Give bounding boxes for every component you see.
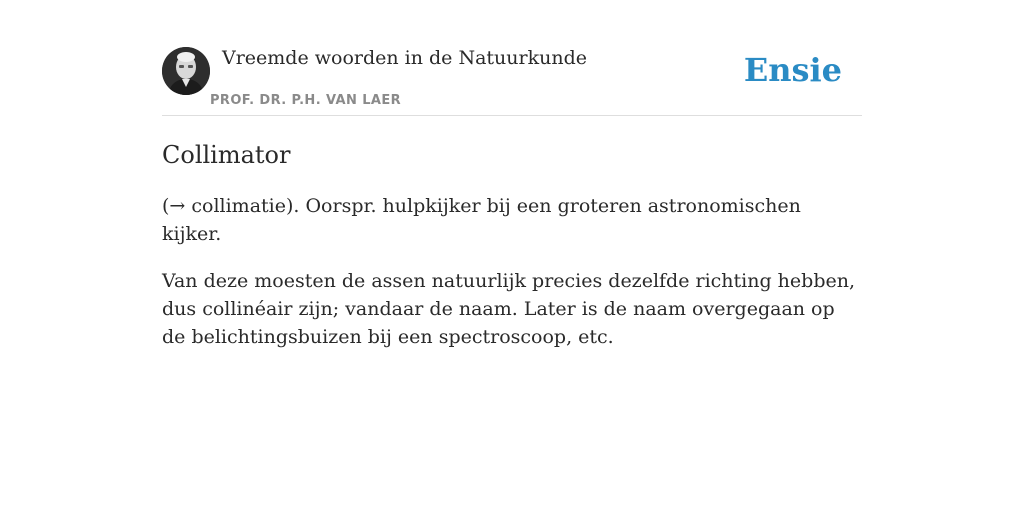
page-header [162, 0, 862, 116]
book-title[interactable]: Vreemde woorden in de Natuurkunde [222, 47, 587, 69]
author-avatar[interactable] [162, 47, 210, 95]
page-container [162, 0, 862, 348]
author-portrait-icon [162, 47, 210, 95]
author-name[interactable]: PROF. DR. P.H. VAN LAER [210, 93, 402, 108]
entry-body [162, 192, 862, 370]
entry-title: Collimator [162, 141, 291, 169]
brand-logo[interactable]: Ensie [743, 51, 842, 89]
entry-paragraph: (→ collimatie). Oorspr. hulpkijker bij een groteren astronomischen kijker. [162, 195, 801, 245]
entry-paragraph: Van deze moesten de assen natuurlijk precies dezelfde richting hebben, dus collinéair zijn; vandaar de naam. Later is de naam overgegaan op de belichtingsbuizen bij een spectroscoop, etc. [162, 270, 856, 348]
